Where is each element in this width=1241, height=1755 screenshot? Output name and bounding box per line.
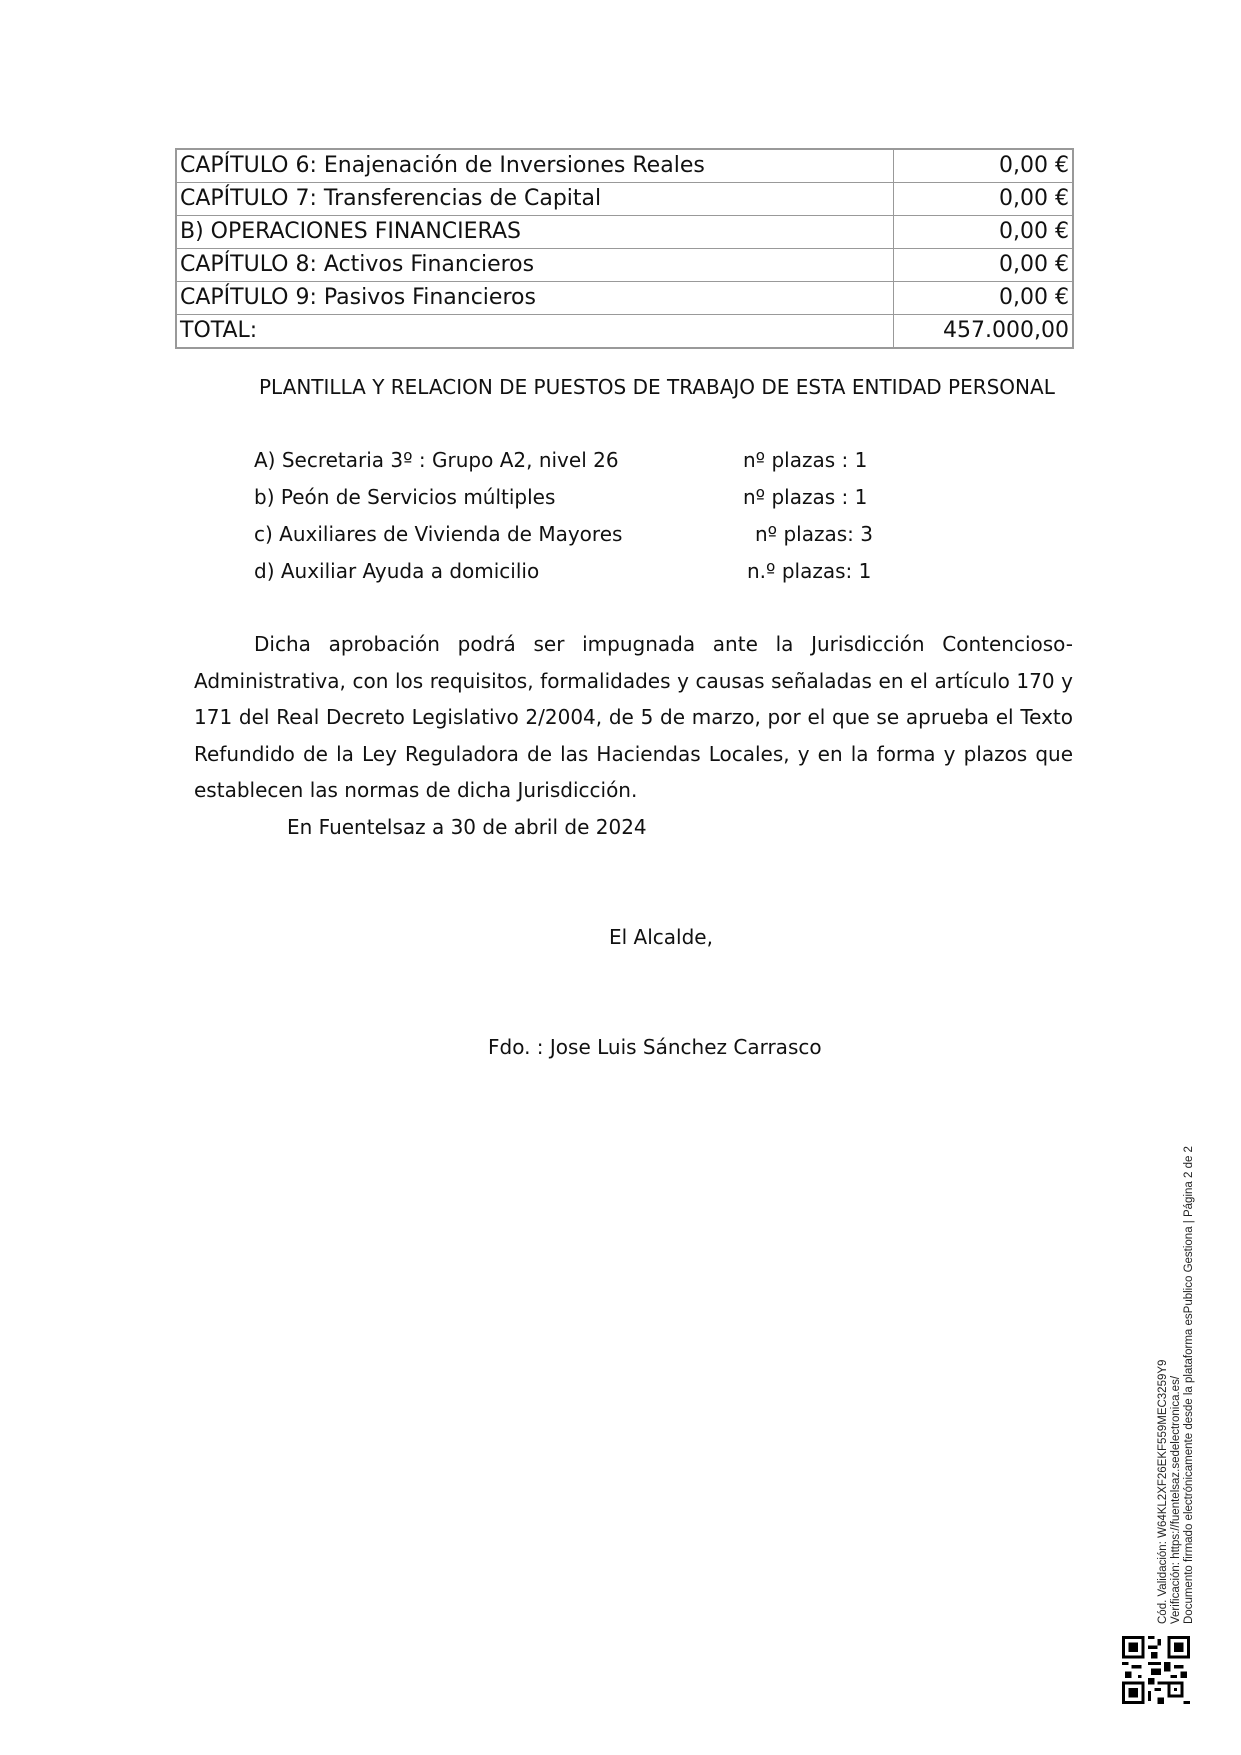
validation-note bbox=[1157, 1146, 1196, 1624]
signature-note: Documento firmado electrónicamente desde la plataforma esPublico Gestiona | Página 2 de 2 bbox=[1183, 1146, 1195, 1624]
staff-places: nº plazas : 1 bbox=[743, 448, 868, 472]
row-label: CAPÍTULO 8: Activos Financieros bbox=[176, 249, 894, 282]
row-amount: 0,00 € bbox=[894, 216, 1074, 249]
row-amount: 0,00 € bbox=[894, 183, 1074, 216]
table-row bbox=[176, 183, 1073, 216]
table-row bbox=[176, 149, 1073, 183]
staff-position: A) Secretaria 3º : Grupo A2, nivel 26 bbox=[254, 448, 619, 472]
signer-title: El Alcalde, bbox=[609, 925, 713, 949]
table-row-total bbox=[176, 315, 1073, 349]
verification-url: Verificación: https://fuentelsaz.sedelectronica.es/ bbox=[1170, 1375, 1182, 1624]
row-label: TOTAL: bbox=[176, 315, 894, 349]
table-row bbox=[176, 282, 1073, 315]
row-amount: 0,00 € bbox=[894, 249, 1074, 282]
staff-heading: PLANTILLA Y RELACION DE PUESTOS DE TRABAJO DE ESTA ENTIDAD PERSONAL bbox=[259, 375, 1055, 399]
row-amount: 457.000,00 bbox=[894, 315, 1074, 349]
row-amount: 0,00 € bbox=[894, 149, 1074, 183]
row-amount: 0,00 € bbox=[894, 282, 1074, 315]
validation-code: Cód. Validación: W64KL2XF26EKF559MEC3259Y9 bbox=[1157, 1359, 1169, 1624]
staff-position: d) Auxiliar Ayuda a domicilio bbox=[254, 559, 540, 583]
qr-code-icon bbox=[1122, 1636, 1190, 1704]
budget-table bbox=[175, 148, 1074, 349]
place-date: En Fuentelsaz a 30 de abril de 2024 bbox=[287, 815, 647, 839]
staff-places: nº plazas: 3 bbox=[755, 522, 873, 546]
row-label: B) OPERACIONES FINANCIERAS bbox=[176, 216, 894, 249]
row-label: CAPÍTULO 6: Enajenación de Inversiones Reales bbox=[176, 149, 894, 183]
staff-position: b) Peón de Servicios múltiples bbox=[254, 485, 556, 509]
table-row bbox=[176, 216, 1073, 249]
staff-places: nº plazas : 1 bbox=[743, 485, 868, 509]
legal-paragraph: Dicha aprobación podrá ser impugnada ante la Jurisdicción Contencioso-Administrativa, con los requisitos, formalidades y causas señaladas en el artículo 170 y 171 del Real Decreto Legislativo 2/2004, de 5 de marzo, por el que se aprueba el Texto Refundido de la Ley Reguladora de las Haciendas Locales, y en la forma y plazos que establecen las normas de dicha Jurisdicción. bbox=[194, 632, 1073, 803]
signature: Fdo. : Jose Luis Sánchez Carrasco bbox=[488, 1035, 822, 1059]
row-label: CAPÍTULO 7: Transferencias de Capital bbox=[176, 183, 894, 216]
staff-places: n.º plazas: 1 bbox=[747, 559, 872, 583]
table-row bbox=[176, 249, 1073, 282]
row-label: CAPÍTULO 9: Pasivos Financieros bbox=[176, 282, 894, 315]
staff-position: c) Auxiliares de Vivienda de Mayores bbox=[254, 522, 623, 546]
